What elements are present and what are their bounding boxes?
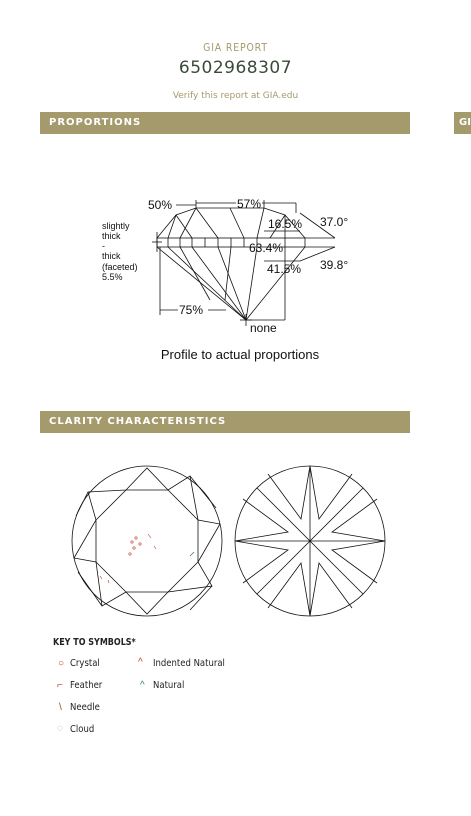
svg-text:(faceted): (faceted) [102, 262, 138, 272]
crown-angle-label: 37.0° [320, 215, 349, 229]
svg-text:thick: thick [102, 231, 121, 241]
svg-text:5.5%: 5.5% [102, 272, 123, 282]
profile-caption: Profile to actual proportions [160, 347, 320, 362]
key-item-cloud: Cloud [70, 724, 95, 735]
key-title: KEY TO SYMBOLS* [53, 637, 136, 648]
svg-text:slightly: slightly [102, 221, 130, 231]
report-number: 6502968307 [178, 58, 293, 78]
natural-mark [190, 552, 194, 556]
report-label: GIA REPORT [203, 41, 268, 54]
key-item-feather: Feather [70, 680, 103, 691]
total-depth-label: 63.4% [249, 241, 284, 255]
svg-text:thick: thick [102, 251, 121, 261]
pavilion-plot-diagram [233, 464, 387, 618]
key-item-indented-natural: Indented Natural [153, 658, 225, 669]
inclusion-marks [100, 534, 156, 583]
key-item-natural: Natural [153, 680, 185, 691]
girdle-description [102, 221, 138, 282]
lower-half-label: 75% [179, 303, 204, 317]
key-item-needle: Needle [70, 702, 100, 713]
svg-text:-: - [102, 241, 105, 251]
culet-label: none [250, 321, 277, 335]
crown-height-label: 50% [148, 198, 173, 212]
crown-plot-diagram [70, 464, 224, 618]
proportions-section-header: PROPORTIONS [40, 112, 410, 134]
crystal-icon: ○ [58, 658, 65, 669]
needle-icon: \ [59, 702, 62, 713]
table-label: 57% [237, 197, 262, 211]
crown-percent-label: 16.5% [268, 217, 303, 231]
indented-natural-icon: ^ [138, 657, 143, 668]
natural-icon: ^ [140, 680, 145, 691]
cloud-icon: ◌ [57, 723, 63, 734]
next-section-tab: GI [454, 112, 471, 134]
proportions-diagram [0, 0, 471, 400]
pavilion-angle-label: 39.8° [320, 258, 349, 272]
clarity-section-header: CLARITY CHARACTERISTICS [40, 411, 410, 433]
verify-link[interactable]: Verify this report at GIA.edu [172, 91, 299, 101]
feather-icon: ⌐ [57, 680, 63, 691]
pavilion-depth-label: 41.5% [267, 262, 302, 276]
key-item-crystal: Crystal [70, 658, 100, 669]
